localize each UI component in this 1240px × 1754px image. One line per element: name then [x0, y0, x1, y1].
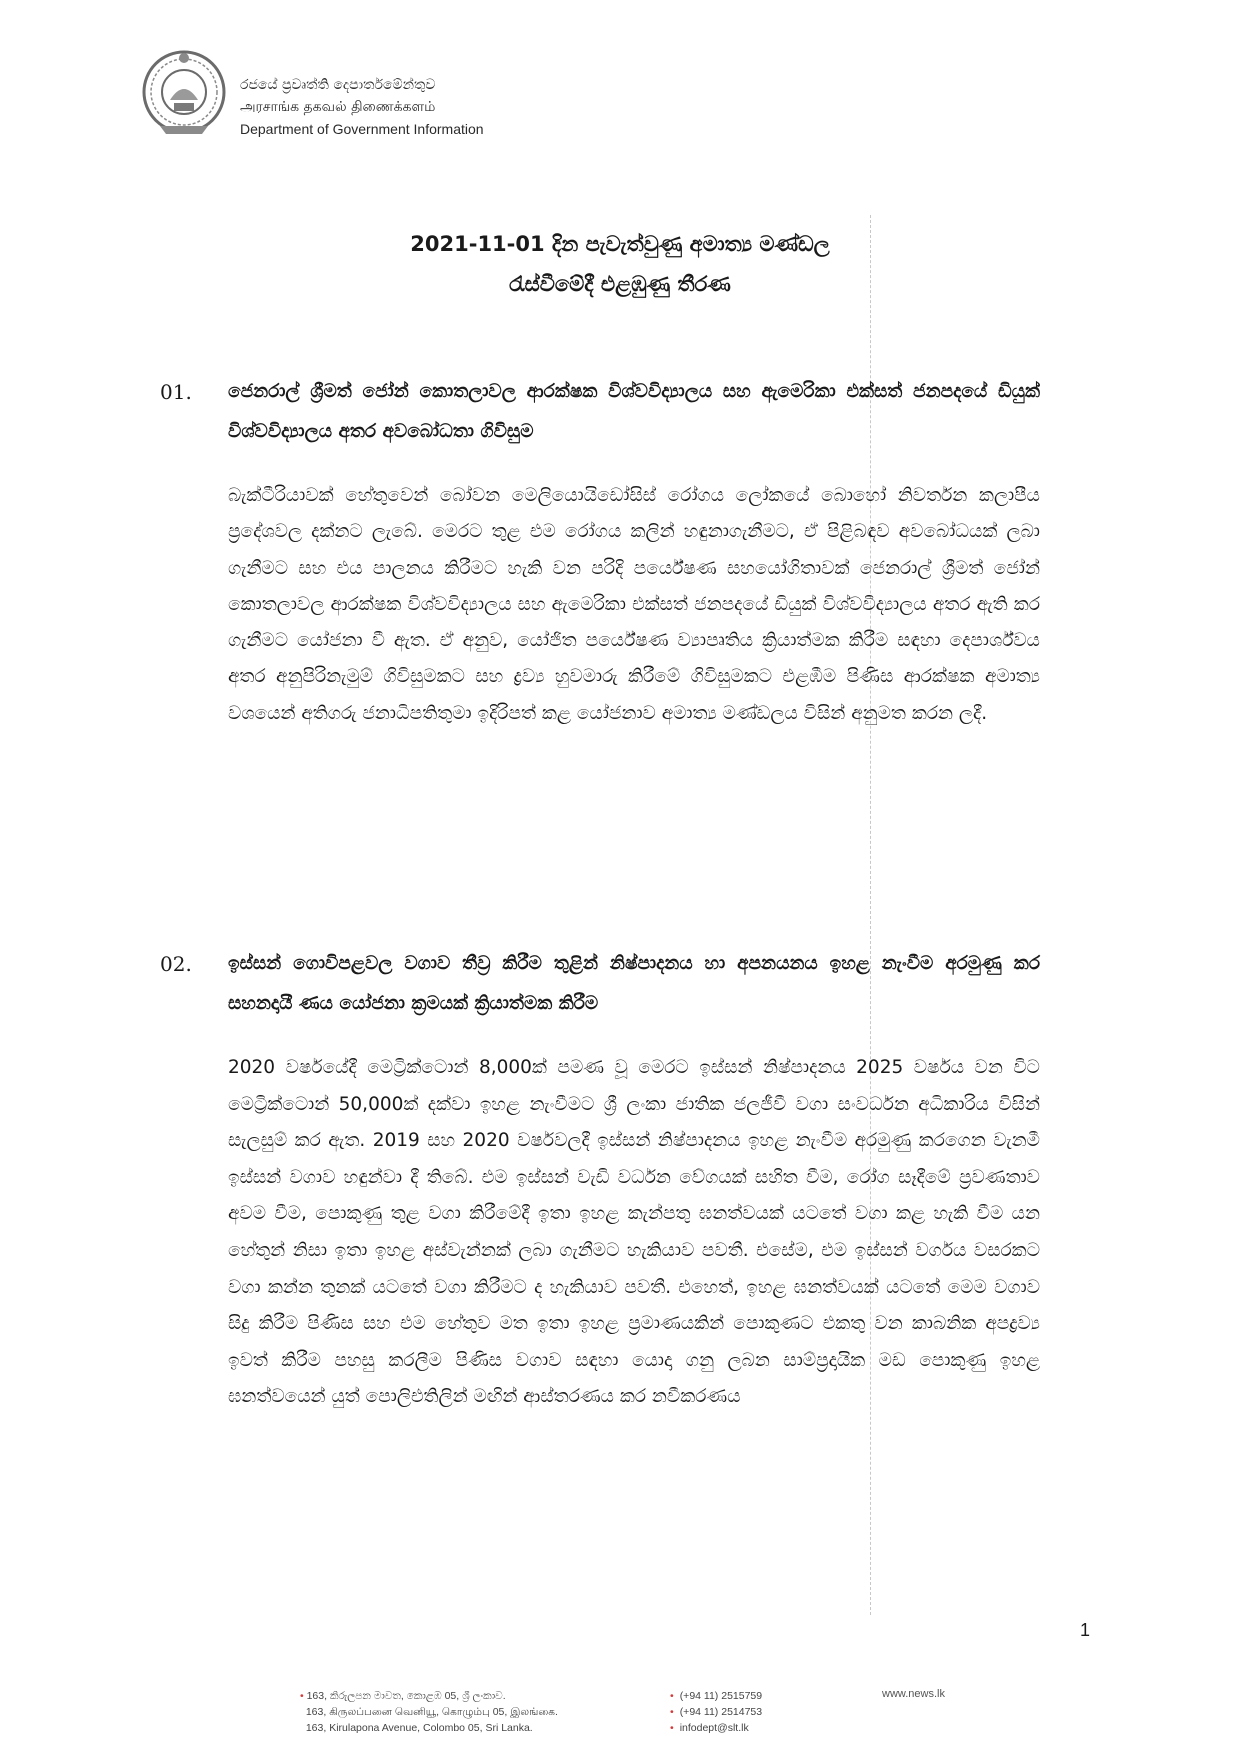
email-address[interactable]: infodept@slt.lk — [679, 1722, 749, 1734]
email-icon: • — [670, 1722, 674, 1734]
decision-section-2 — [160, 944, 1040, 1416]
org-name-tamil: அரசாங்க தகவல் திணைக்களம் — [240, 99, 436, 115]
section-heading: ජෙනරාල් ශ්‍රීමත් ජෝන් කොතලාවල ආරක්ෂක විශ්වවිද්‍යාලය සහ ඇමෙරිකා එක්සත් ජනපදයේ ඩියුක් විශ්වවිද්‍යාලය අතර අවබෝධතා ගිවිසුම — [228, 381, 1040, 442]
footer — [300, 1688, 1020, 1738]
fax-number: (+94 11) 2514753 — [679, 1706, 763, 1718]
section-heading: ඉස්සන් ගොවිපළවල වගාව තීව්‍ර කිරීම තුළින් නිෂ්පාදනය හා අපනයනය ඉහළ නැංවීම අරමුණු කර සහනදායී ණය යෝජනා ක්‍රමයක් ක්‍රියාත්මක කිරීම — [228, 953, 1040, 1014]
title-line-2: රැස්වීමේදී එළඹුණු තීරණ — [509, 272, 731, 296]
decision-section-1 — [160, 372, 1040, 732]
title-line-1: 2021-11-01 දින පැවැත්වුණු අමාත්‍ය මණ්ඩල — [410, 232, 830, 256]
address-tamil: 163, கிருலப்பனை வெனியூ, கொழும்பு 05, இலங்கை. — [305, 1706, 558, 1718]
document-title — [300, 224, 940, 304]
org-name-sinhala: රජයේ ප්‍රවෘත්ති දෙපාර්තමේන්තුව — [240, 77, 436, 93]
website-link[interactable]: www.news.lk — [882, 1688, 945, 1700]
section-body: බැක්ටීරියාවක් හේතුවෙන් බෝවන මෙලියොයිඩෝසිස් රෝගය ලෝකයේ බොහෝ නිවර්තන කලාපීය ප්‍රදේශවල දක්නට ලැබේ. මෙරට තුළ එම රෝගය කලින් හඳුනාගැනීමට, ඒ පිළිබඳව අවබෝධයක් ලබා ගැනීමට සහ එය පාලනය කිරීමට හැකි වන පරිදි පර්යේෂණ සහයෝගිතාවක් ජෙනරාල් ශ්‍රීමත් ජෝන් කොතලාවල ආරක්ෂක විශ්වවිද්‍යාලය සහ ඇමෙරිකා එක්සත් ජනපදයේ ඩියුක් විශ්වවිද්‍යාලය අතර ඇති කර ගැනීමට යෝජනා වී ඇත. ඒ අනුව, යෝජිත පර්යේෂණ ව්‍යාපෘතිය ක්‍රියාත්මක කිරීම සඳහා දෙපාර්ශ්වය අතර අනුපිරිනැමුම් ගිවිසුමකට සහ ද්‍රව්‍ය හුවමාරු කිරීමේ ගිවිසුමකට එළඹීම පිණිස ආරක්ෂක අමාත්‍ය වශයෙන් අතිගරු ජනාධිපතිතුමා ඉදිරිපත් කළ යෝජනාව අමාත්‍ය මණ්ඩලය විසින් අනුමත කරන ලදී. — [228, 485, 1040, 724]
organisation-name — [240, 74, 484, 140]
org-name-english: Department of Government Information — [240, 121, 484, 137]
phone-icon: • — [670, 1690, 674, 1702]
fax-icon: • — [670, 1706, 674, 1718]
footer-address — [300, 1688, 558, 1736]
footer-contacts — [670, 1688, 762, 1736]
section-number: 02. — [160, 952, 192, 976]
letterhead — [140, 40, 700, 150]
sri-lanka-emblem-icon — [140, 48, 228, 138]
address-sinhala: 163, කිරුලපන මාවත, කොළඹ 05, ශ්‍රී ලංකාව. — [306, 1690, 506, 1702]
phone-number: (+94 11) 2515759 — [679, 1690, 763, 1702]
address-english: 163, Kirulapona Avenue, Colombo 05, Sri Lanka. — [305, 1722, 533, 1734]
page-number: 1 — [1080, 1620, 1091, 1640]
bullet-icon: • — [300, 1690, 307, 1702]
section-number: 01. — [160, 380, 192, 404]
section-body: 2020 වර්ෂයේදී මෙට්‍රික්ටොන් 8,000ක් පමණ වූ මෙරට ඉස්සන් නිෂ්පාදනය 2025 වර්ෂය වන විට මෙට්‍රික්ටොන් 50,000ක් දක්වා ඉහළ නැංවීමට ශ්‍රී ලංකා ජාතික ජලජීවී වගා සංවර්ධන අධිකාරිය විසින් සැලසුම් කර ඇත. 2019 සහ 2020 වර්ෂවලදී ඉස්සන් නිෂ්පාදනය ඉහළ නැංවීම අරමුණු කරගෙන වැනමී ඉස්සන් වගාව හඳුන්වා දී තිබේ. එම ඉස්සන් වැඩි වර්ධන වේගයක් සහිත වීම, රෝග සෑදීමේ ප්‍රවණතාව අවම වීම, පොකුණු තුළ වගා කිරීමේදී ඉතා ඉහළ කැන්පතු ඝනත්වයක් යටතේ වගා කළ හැකි වීම යන හේතුන් නිසා ඉතා ඉහළ අස්වැන්නක් ලබා ගැනීමට හැකියාව පවතී. එසේම, එම ඉස්සන් වර්ගය වසරකට වගා කන්න තුනක් යටතේ වගා කිරීමට ද හැකියාව පවතී. එහෙත්, ඉහළ ඝනත්වයක් යටතේ මෙම වගාව සිදු කිරීම පිණිස සහ එම හේතුව මත ඉතා ඉහළ ප්‍රමාණයකින් පොකුණට එකතු වන කාබනික අපද්‍රව්‍ය ඉවත් කිරීම පහසු කරලීම පිණිස වගාව සඳහා යොදා ගනු ලබන සාම්ප්‍රදායික මඩ පොකුණු ඉහළ ඝනත්වයෙන් යුත් පොලිඑතිලින් මඟින් ආස්තරණය කර නවීකරණය — [228, 1057, 1040, 1408]
